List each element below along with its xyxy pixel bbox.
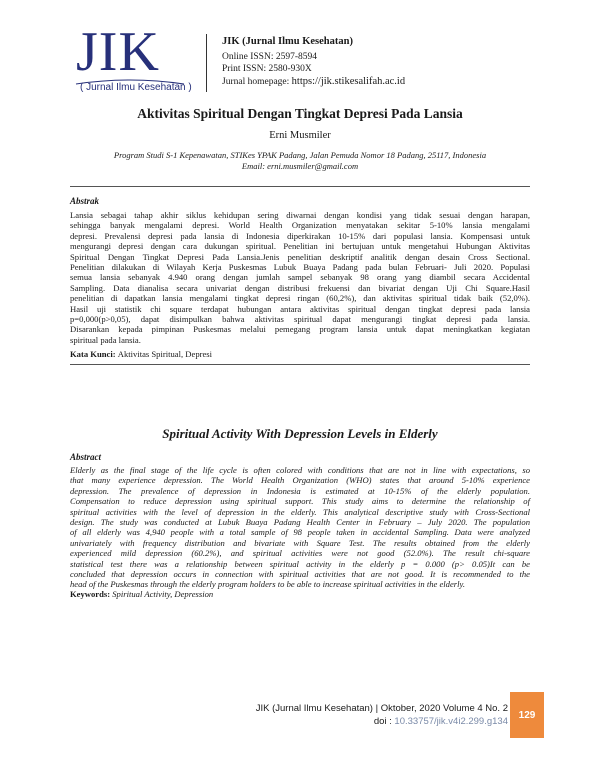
abstrak-body (70, 210, 530, 345)
abstract-line: design. The study was conducted at Lubuk Buaya Padang Health Center in February – July 2020. The population (70, 517, 530, 528)
abstract-line: univariately with frequency distribution and bivariate with Square Test. The results obtained from the elderly (70, 537, 530, 548)
author-affiliation (0, 150, 600, 172)
keywords-value: Spiritual Activity, Depression (112, 589, 214, 599)
abstract-line: Elderly as the final stage of the life cycle is often colored with conditions that are not in line with expectations, so (70, 465, 530, 475)
abstract-line: Lansia sebagai tahap akhir siklus kehidupan sering diwarnai dengan kondisi yang tidak sesuai dengan harapan, (70, 210, 530, 220)
english-title: Spiritual Activity With Depression Levels in Elderly (162, 426, 438, 441)
page-number: 129 (510, 692, 544, 738)
logo-text: JIK (76, 21, 160, 83)
kata-kunci (70, 349, 212, 359)
author-name: Erni Musmiler (269, 130, 331, 141)
abstract-line: experienced mild depression (60.2%), and spiritual activities were not good (52.0%). The result chi-square (70, 548, 530, 559)
abstract-line: penelitian di dapatkan lansia mengalami tingkat depresi ringan (60,2%), dan aktivitas spiritual tidak baik (52,0%). (70, 293, 530, 304)
abstract-line: concluded that depression occurs in connection with spiritual activities that are not good. It is recommended to the (70, 569, 530, 580)
english-keywords (70, 589, 213, 599)
abstract-line: spiritual activities with the level of depression in the elderly. This analytical descriptive study with Cross-Sectional (70, 506, 530, 517)
abstract-line: semua lansia sebanyak 4.940 orang dengan jumlah sampel sebanyak 98 orang yang diambil secara Accidental (70, 272, 530, 283)
abstract-line: statistical test there was a relationship between spiritual activity in the elderly p = 0.000 (p> 0.05)It can be (70, 558, 530, 569)
journal-info (222, 36, 405, 88)
header-divider (206, 34, 207, 92)
abstract-body (70, 465, 530, 590)
article-title: Aktivitas Spiritual Dengan Tingkat Depresi Pada Lansia (137, 106, 463, 121)
section-rule (70, 364, 530, 365)
abstrak-heading: Abstrak (70, 196, 100, 206)
abstract-line: Hasil uji statistik chi square terdapat hubungan antara aktivitas spiritual dengan tingkat depresi pada lansia (70, 303, 530, 314)
abstract-line: mengurangi depresi dengan cara dukungan spiritual. Penelitian ini bertujuan untuk mengetahui Hubungan Aktivitas (70, 241, 530, 252)
section-rule (70, 186, 530, 187)
abstract-line: of all elderly was 4,940 people with a total sample of 98 people taken in accidental Sampling. Data were analyzed (70, 527, 530, 538)
journal-title: JIK (Jurnal Ilmu Kesehatan) (222, 36, 353, 47)
affiliation-text: Program Studi S-1 Kepenawatan, STIKes YPAK Padang, Jalan Pemuda Nomor 18 Padang, 25117, Indonesia (113, 150, 487, 160)
abstract-line: Disarankan kepada pimpinan Puskesmas melalui pemegang program lansia untuk dapat meningkatkan kegiatan (70, 324, 530, 335)
logo-subtitle: ( Jurnal Ilmu Kesehatan ) (80, 82, 192, 93)
footer (256, 702, 508, 728)
abstract-line: Penelitian dilakukan di Wilayah Kerja Puskesmas Lubuk Buaya Padang pada bulan Februari- Juli 2020. Populasi (70, 262, 530, 273)
homepage-link[interactable]: https://jik.stikesalifah.ac.id (291, 75, 406, 87)
abstract-line: head of the Puskesmas through the elderly program holders to be able to increase spiritual activities in the elderly. (70, 579, 466, 590)
doi-link[interactable]: 10.33757/jik.v4i2.299.g134 (394, 716, 508, 727)
abstract-heading: Abstract (70, 452, 102, 462)
online-issn: Online ISSN: 2597-8594 (222, 51, 317, 62)
abstract-line: depression. The prevalence of depression in Indonesia is estimated at 10-15% of the elderly population. (70, 485, 530, 496)
abstract-line: spiritual pada lansia. (70, 334, 141, 345)
homepage-label: Jurnal homepage: (222, 76, 292, 87)
print-issn: Print ISSN: 2580-930X (222, 64, 312, 74)
abstract-line: Compensation to reduce depression using spiritual support. This study aims to determine the relationship of (70, 496, 530, 507)
keywords-label: Keywords: (70, 589, 113, 599)
abstract-line: p=0,000(p>0,05), dapat disimpulkan bahwa aktivitas spiritual dapat mengurangi tingkat depresi pada lansia. (70, 314, 530, 325)
keywords-value: Aktivitas Spiritual, Depresi (117, 349, 213, 359)
keywords-label: Kata Kunci: (70, 349, 118, 359)
journal-logo (72, 21, 192, 96)
abstract-line: depresi. Prevalensi depresi pada lansia di Indonesia diperkirakan 10-15% dari populasi lansia. Kompensasi untuk (70, 230, 530, 241)
abstract-line: sehingga banyak mengalami depresi. World Health Organization menyatakan sekitar 5-10% lansia mengalami (70, 220, 530, 231)
abstract-line: that many experience depression. The World Health Organization (WHO) states that around 5-10% experience (70, 475, 530, 486)
footer-citation: JIK (Jurnal Ilmu Kesehatan) | Oktober, 2020 Volume 4 No. 2 (255, 703, 508, 714)
doi-label: doi : (373, 716, 395, 727)
abstract-line: Sampling. Data dianalisa secara univariat dengan distribusi frekuensi dan bivariat dengan Uji Chi Square.Hasil (70, 282, 530, 293)
author-email[interactable]: Email: erni.musmiler@gmail.com (241, 161, 359, 171)
abstract-line: Spiritual Dengan Tingkat Depresi Pada Lansia.Jenis penelitian deskriptif analitik dengan desain Cross Sectional. (70, 251, 530, 262)
